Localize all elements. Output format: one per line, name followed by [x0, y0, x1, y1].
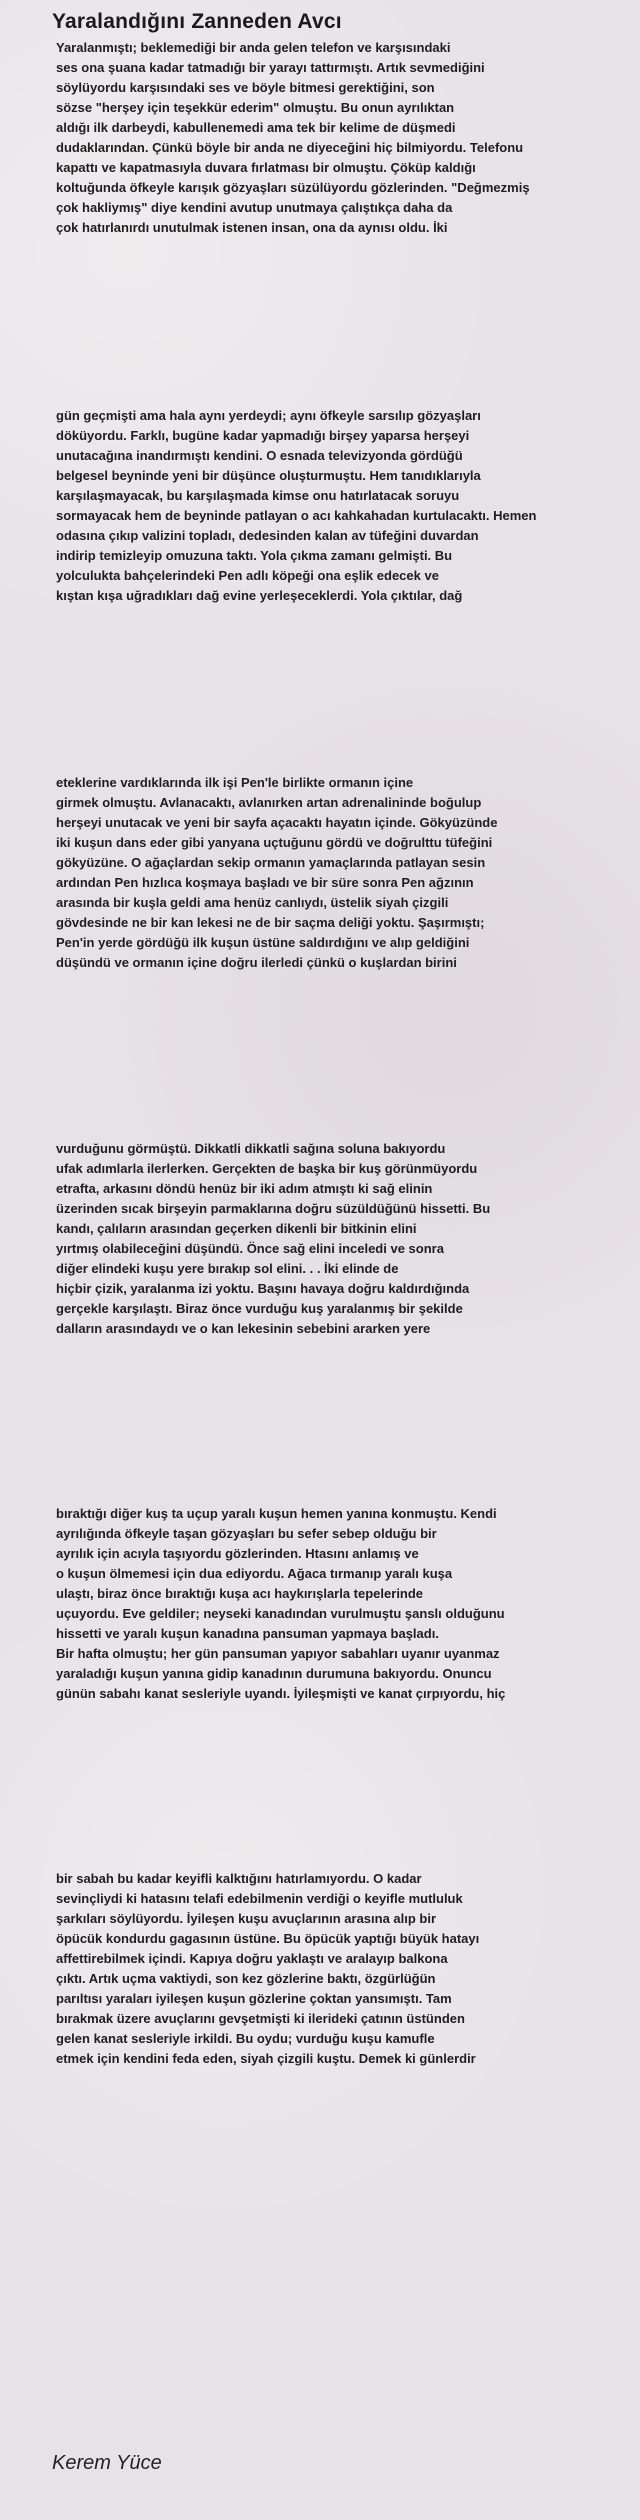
- poem-line: ayrılık için acıyla taşıyordu gözlerinden. Htasını anlamış ve: [56, 1546, 419, 1561]
- poem-line: uçuyordu. Eve geldiler; neyseki kanadından vurulmuştu şanslı olduğunu: [56, 1606, 505, 1621]
- stanza-2: [56, 406, 640, 606]
- poem-line: yolculukta bahçelerindeki Pen adlı köpeği ona eşlik edecek ve: [56, 568, 439, 583]
- poem-line: düşündü ve ormanın içine doğru ilerledi çünkü o kuşlardan birini: [56, 955, 457, 970]
- poem-line: gövdesinde ne bir kan lekesi ne de bir saçma deliği yoktu. Şaşırmıştı;: [56, 915, 485, 930]
- poem-line: Bir hafta olmuştu; her gün pansuman yapıyor sabahları uyanır uyanmaz: [56, 1646, 500, 1661]
- poem-line: öpücük kondurdu gagasının üstüne. Bu öpücük yaptığı büyük hatayı: [56, 1931, 480, 1946]
- stanza-3: [56, 773, 640, 973]
- poem-line: yaraladığı kuşun yanına gidip kanadının durumuna bakıyordu. Onuncu: [56, 1666, 492, 1681]
- poem-line: günün sabahı kanat sesleriyle uyandı. İyileşmişti ve kanat çırpıyordu, hiç: [56, 1686, 506, 1701]
- poem-line: girmek olmuştu. Avlanacaktı, avlanırken artan adrenalininde boğulup: [56, 795, 482, 810]
- poem-line: şarkıları söylüyordu. İyileşen kuşu avuçlarının arasına alıp bir: [56, 1911, 437, 1926]
- poem-title: Yaralandığını Zanneden Avcı: [52, 10, 342, 33]
- poem-line: etrafta, arkasını döndü henüz bir iki adım atmıştı ki sağ elinin: [56, 1181, 433, 1196]
- stanza-6: [56, 1869, 640, 2069]
- poem-line: bir sabah bu kadar keyifli kalktığını hatırlamıyordu. O kadar: [56, 1871, 422, 1886]
- poem-line: Pen'in yerde gördüğü ilk kuşun üstüne saldırdığını ve alıp geldiğini: [56, 935, 470, 950]
- poem-line: dudaklarından. Çünkü böyle bir anda ne diyeceğini hiç bilmiyordu. Telefonu: [56, 140, 524, 155]
- poem-line: belgesel beyninde yeni bir düşünce oluşturmuştu. Hem tanıdıklarıyla: [56, 468, 481, 483]
- poem-line: herşeyi unutacak ve yeni bir sayfa açacaktı hayatın içinde. Gökyüzünde: [56, 815, 498, 830]
- poem-line: kıştan kışa uğradıkları dağ evine yerleşeceklerdi. Yola çıktılar, dağ: [56, 588, 463, 603]
- poem-line: döküyordu. Farklı, bugüne kadar yapmadığı birşey yaparsa herşeyi: [56, 428, 470, 443]
- poem-line: gerçekle karşılaştı. Biraz önce vurduğu kuş yaralanmış bir şekilde: [56, 1301, 463, 1316]
- poem-line: arasında bir kuşla geldi ama henüz canlıydı, üstelik siyah çizgili: [56, 895, 449, 910]
- poem-line: sormayacak hem de beyninde patlayan o acı kahkahadan kurtulacaktı. Hemen: [56, 508, 537, 523]
- poem-line: ayrılığında öfkeyle taşan gözyaşları bu sefer sebep olduğu bir: [56, 1526, 437, 1541]
- poem-line: ardından Pen hızlıca koşmaya başladı ve bir süre sonra Pen ağzının: [56, 875, 474, 890]
- poem-line: çıktı. Artık uçma vaktiydi, son kez gözlerine baktı, özgürlüğün: [56, 1971, 436, 1986]
- author-name: Kerem Yüce: [52, 2452, 162, 2474]
- stanza-4: [56, 1139, 640, 1339]
- poem-line: bıraktığı diğer kuş ta uçup yaralı kuşun hemen yanına konmuştu. Kendi: [56, 1506, 497, 1521]
- poem-line: kandı, çalıların arasından geçerken dikenli bir bitkinin elini: [56, 1221, 417, 1236]
- poem-line: kapattı ve kapatmasıyla duvara fırlatması bir olmuştu. Çöküp kaldığı: [56, 160, 476, 175]
- poem-line: ulaştı, biraz önce bıraktığı kuşa acı haykırışlarla tepelerinde: [56, 1586, 424, 1601]
- poem-line: söylüyordu karşısındaki ses ve böyle bitmesi gerektiğini, son: [56, 80, 435, 95]
- poem-line: bırakmak üzere avuçlarını gevşetmişti ki ilerideki çatının üstünden: [56, 2011, 465, 2026]
- poem-line: ses ona şuana kadar tatmadığı bir yarayı tattırmıştı. Artık sevmediğini: [56, 60, 485, 75]
- poem-line: unutacağına inandırmıştı kendini. O esnada televizyonda gördüğü: [56, 448, 463, 463]
- poem-line: dalların arasındaydı ve o kan lekesinin sebebini ararken yere: [56, 1321, 431, 1336]
- poem-line: gün geçmişti ama hala aynı yerdeydi; aynı öfkeyle sarsılıp gözyaşları: [56, 408, 481, 423]
- poem-line: o kuşun ölmemesi için dua ediyordu. Ağaca tırmanıp yaralı kuşa: [56, 1566, 453, 1581]
- poem-line: üzerinden sıcak birşeyin parmaklarına doğru süzüldüğünü hissetti. Bu: [56, 1201, 491, 1216]
- poem-line: odasına çıkıp valizini topladı, dedesinden kalan av tüfeğini duvardan: [56, 528, 479, 543]
- poem-line: indirip temizleyip omuzuna taktı. Yola çıkma zamanı gelmişti. Bu: [56, 548, 453, 563]
- poem-line: ufak adımlarla ilerlerken. Gerçekten de başka bir kuş görünmüyordu: [56, 1161, 478, 1176]
- poem-line: sözse "herşey için teşekkür ederim" olmuştu. Bu onun ayrılıktan: [56, 100, 455, 115]
- poem-line: hissetti ve yaralı kuşun kanadına pansuman yapmaya başladı.: [56, 1626, 439, 1641]
- poem-line: gökyüzüne. O ağaçlardan sekip ormanın yamaçlarında patlayan sesin: [56, 855, 486, 870]
- poem-line: karşılaşmayacak, bu karşılaşmada kimse onu hatırlatacak soruyu: [56, 488, 460, 503]
- poem-line: etmek için kendini feda eden, siyah çizgili kuştu. Demek ki günlerdir: [56, 2051, 476, 2066]
- poem-line: sevinçliydi ki hatasını telafi edebilmenin verdiği o keyifle mutluluk: [56, 1891, 463, 1906]
- poem-line: vurduğunu görmüştü. Dikkatli dikkatli sağına soluna bakıyordu: [56, 1141, 446, 1156]
- poem-line: çok hakliymış" diye kendini avutup unutmaya çalıştıkça daha da: [56, 200, 453, 215]
- poem-line: aldığı ilk darbeydi, kabullenemedi ama tek bir kelime de düşmedi: [56, 120, 456, 135]
- poem-line: parıltısı yaraları iyileşen kuşun gözlerine çoktan yansımıştı. Tam: [56, 1991, 452, 2006]
- poem-line: çok hatırlanırdı unutulmak istenen insan, ona da aynısı oldu. İki: [56, 220, 448, 235]
- poem-line: eteklerine vardıklarında ilk işi Pen'le birlikte ormanın içine: [56, 775, 414, 790]
- stanza-1: [56, 38, 640, 238]
- poem-line: koltuğunda öfkeyle karışık gözyaşları süzülüyordu gözlerinden. "Değmezmiş: [56, 180, 530, 195]
- poem-line: diğer elindeki kuşu yere bırakıp sol elini. . . İki elinde de: [56, 1261, 399, 1276]
- poem-line: iki kuşun dans eder gibi yanyana uçtuğunu gördü ve doğrulttu tüfeğini: [56, 835, 493, 850]
- poem-line: yırtmış olabileceğini düşündü. Önce sağ elini inceledi ve sonra: [56, 1241, 444, 1256]
- poem-line: hiçbir çizik, yaralanma izi yoktu. Başını havaya doğru kaldırdığında: [56, 1281, 470, 1296]
- poem-line: affettirebilmek içindi. Kapıya doğru yaklaştı ve aralayıp balkona: [56, 1951, 448, 1966]
- poem-line: gelen kanat sesleriyle irkildi. Bu oydu; vurduğu kuşu kamufle: [56, 2031, 435, 2046]
- stanza-5: [56, 1504, 640, 1704]
- poem-line: Yaralanmıştı; beklemediği bir anda gelen telefon ve karşısındaki: [56, 40, 451, 55]
